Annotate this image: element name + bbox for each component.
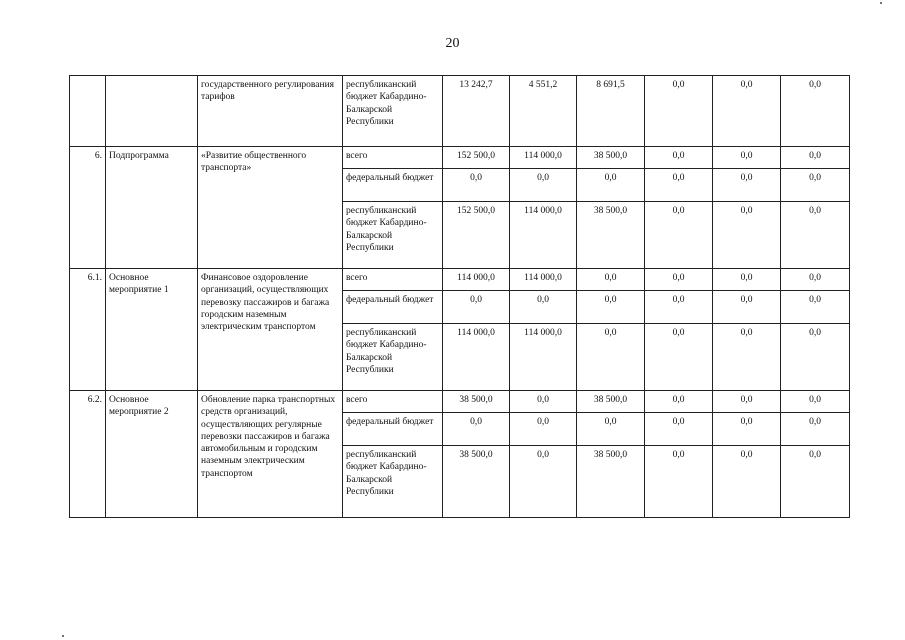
program-name-cell: Обновление парка транспортных средств организаций, осуществляющих регулярные перевозки пассажиров и багажа автомобильным и городским наземным электрическим транспортом xyxy=(198,391,343,518)
value-cell: 0,0 xyxy=(577,269,645,291)
value-cell: 0,0 xyxy=(781,291,850,324)
value-cell: 38 500,0 xyxy=(443,391,510,413)
value-cell: 0,0 xyxy=(713,147,781,169)
value-cell: 38 500,0 xyxy=(577,391,645,413)
program-name-cell: «Развитие общественного транспорта» xyxy=(198,147,343,269)
value-cell: 0,0 xyxy=(645,202,713,269)
program-name-cell: Финансовое оздоровление организаций, осуществляющих перевозку пассажиров и багажа городским наземным электрическим транспортом xyxy=(198,269,343,391)
value-cell: 0,0 xyxy=(713,269,781,291)
value-cell: 0,0 xyxy=(645,291,713,324)
funding-source-cell: республиканский бюджет Кабардино-Балкарской Республики xyxy=(343,202,443,269)
funding-source-cell: всего xyxy=(343,269,443,291)
value-cell: 0,0 xyxy=(443,291,510,324)
value-cell: 4 551,2 xyxy=(510,76,577,147)
value-cell: 0,0 xyxy=(713,324,781,391)
value-cell: 0,0 xyxy=(713,446,781,518)
value-cell: 152 500,0 xyxy=(443,202,510,269)
funding-source-cell: всего xyxy=(343,147,443,169)
funding-source-cell: всего xyxy=(343,391,443,413)
value-cell: 0,0 xyxy=(713,202,781,269)
value-cell: 0,0 xyxy=(781,391,850,413)
value-cell: 114 000,0 xyxy=(510,147,577,169)
value-cell: 152 500,0 xyxy=(443,147,510,169)
funding-source-cell: республиканский бюджет Кабардино-Балкарской Республики xyxy=(343,324,443,391)
value-cell: 0,0 xyxy=(645,269,713,291)
status-cell: Подпрограмма xyxy=(106,147,198,269)
funding-source-cell: республиканский бюджет Кабардино-Балкарской Республики xyxy=(343,76,443,147)
funding-source-cell: федеральный бюджет xyxy=(343,413,443,446)
value-cell: 0,0 xyxy=(713,169,781,202)
value-cell: 0,0 xyxy=(645,169,713,202)
funding-source-cell: федеральный бюджет xyxy=(343,291,443,324)
row-number-cell: 6.2. xyxy=(70,391,106,518)
status-cell xyxy=(106,76,198,147)
value-cell: 0,0 xyxy=(713,76,781,147)
value-cell: 0,0 xyxy=(645,391,713,413)
value-cell: 114 000,0 xyxy=(510,202,577,269)
table-row xyxy=(70,269,850,291)
value-cell: 0,0 xyxy=(510,391,577,413)
value-cell: 0,0 xyxy=(443,169,510,202)
scan-speck xyxy=(880,2,882,4)
value-cell: 0,0 xyxy=(781,202,850,269)
value-cell: 0,0 xyxy=(645,413,713,446)
value-cell: 0,0 xyxy=(510,169,577,202)
program-name-cell: государственного регулирования тарифов xyxy=(198,76,343,147)
funding-source-cell: федеральный бюджет xyxy=(343,169,443,202)
value-cell: 0,0 xyxy=(510,291,577,324)
value-cell: 0,0 xyxy=(781,76,850,147)
budget-table-body xyxy=(70,76,850,518)
row-number-cell: 6.1. xyxy=(70,269,106,391)
value-cell: 114 000,0 xyxy=(510,269,577,291)
scan-speck xyxy=(62,635,64,637)
value-cell: 0,0 xyxy=(577,413,645,446)
value-cell: 0,0 xyxy=(713,291,781,324)
budget-table xyxy=(69,75,850,518)
value-cell: 114 000,0 xyxy=(443,324,510,391)
status-cell: Основное мероприятие 1 xyxy=(106,269,198,391)
value-cell: 0,0 xyxy=(781,169,850,202)
value-cell: 0,0 xyxy=(645,76,713,147)
row-number-cell: 6. xyxy=(70,147,106,269)
value-cell: 0,0 xyxy=(781,147,850,169)
value-cell: 0,0 xyxy=(443,413,510,446)
value-cell: 8 691,5 xyxy=(577,76,645,147)
value-cell: 0,0 xyxy=(781,446,850,518)
value-cell: 114 000,0 xyxy=(510,324,577,391)
row-number-cell xyxy=(70,76,106,147)
value-cell: 0,0 xyxy=(645,446,713,518)
value-cell: 38 500,0 xyxy=(577,446,645,518)
value-cell: 38 500,0 xyxy=(443,446,510,518)
value-cell: 0,0 xyxy=(645,324,713,391)
funding-source-cell: республиканский бюджет Кабардино-Балкарской Республики xyxy=(343,446,443,518)
value-cell: 0,0 xyxy=(781,413,850,446)
value-cell: 0,0 xyxy=(577,324,645,391)
value-cell: 0,0 xyxy=(713,391,781,413)
value-cell: 38 500,0 xyxy=(577,147,645,169)
value-cell: 0,0 xyxy=(645,147,713,169)
value-cell: 114 000,0 xyxy=(443,269,510,291)
table-row xyxy=(70,147,850,169)
value-cell: 0,0 xyxy=(577,169,645,202)
value-cell: 0,0 xyxy=(713,413,781,446)
status-cell: Основное мероприятие 2 xyxy=(106,391,198,518)
table-row xyxy=(70,391,850,413)
value-cell: 0,0 xyxy=(577,291,645,324)
value-cell: 0,0 xyxy=(781,269,850,291)
value-cell: 13 242,7 xyxy=(443,76,510,147)
value-cell: 0,0 xyxy=(510,413,577,446)
value-cell: 0,0 xyxy=(510,446,577,518)
page-number: 20 xyxy=(445,36,460,51)
value-cell: 38 500,0 xyxy=(577,202,645,269)
value-cell: 0,0 xyxy=(781,324,850,391)
table-row xyxy=(70,76,850,147)
